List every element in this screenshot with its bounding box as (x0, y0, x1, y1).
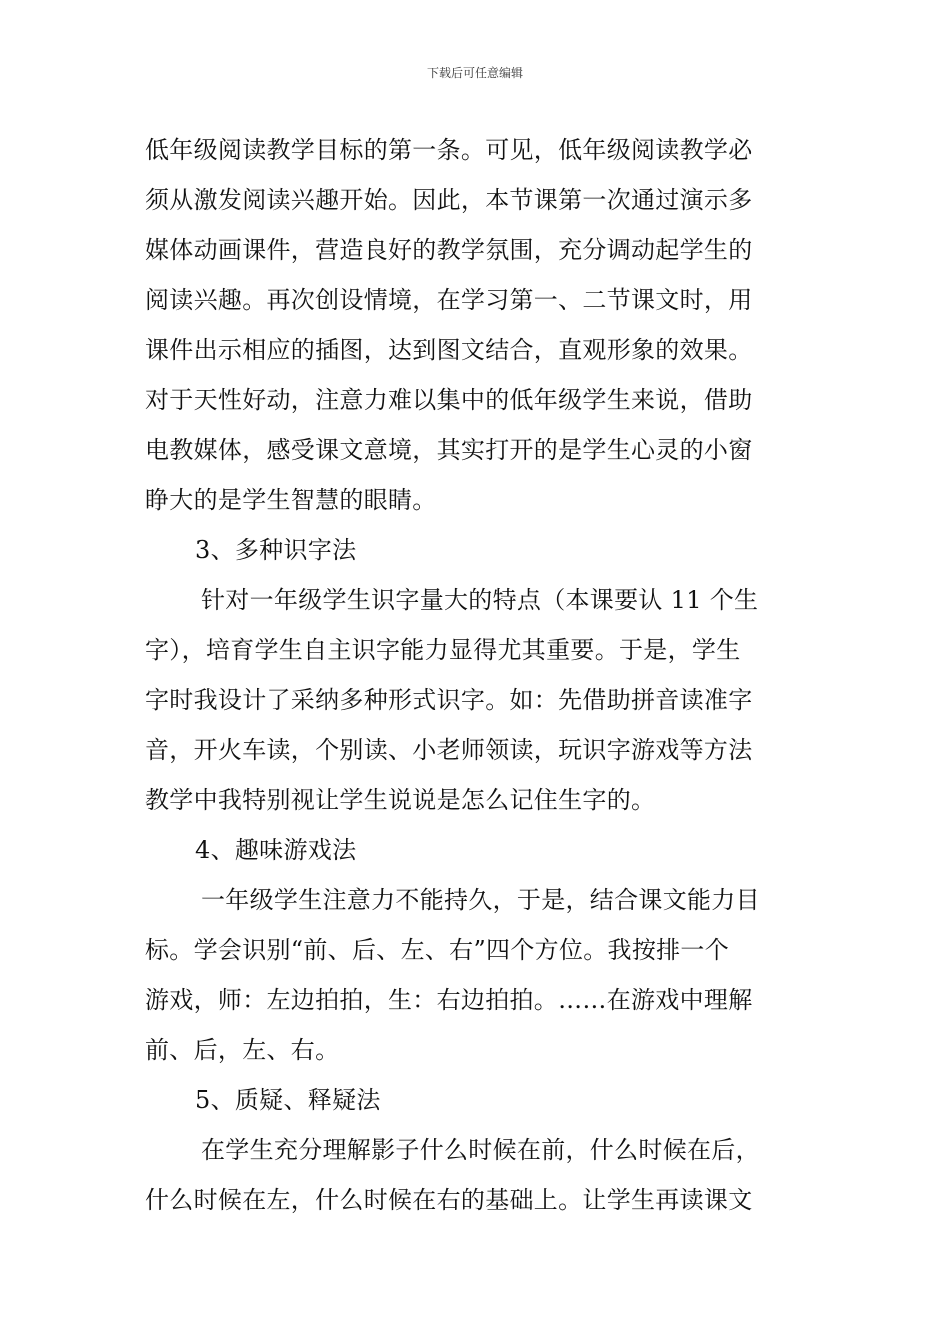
paragraph-first-line: 在学生充分理解影子什么时候在前，什么时候在后， (201, 1136, 760, 1164)
page-header: 下载后可任意编辑 (426, 66, 523, 80)
paragraph-first-line: 针对一年级学生识字量大的特点（本课要认 11 个生 (201, 586, 759, 614)
text-line: 须从激发阅读兴趣开始。因此，本节课第一次通过演示多 (145, 186, 753, 214)
text-line: 对于天性好动，注意力难以集中的低年级学生来说，借助 (145, 386, 753, 414)
text-line: 字时我设计了采纳多种形式识字。如：先借助拼音读准字 (145, 686, 753, 714)
text-line: 课件出示相应的插图，达到图文结合，直观形象的效果。 (145, 336, 753, 364)
text-line: 字），培育学生自主识字能力显得尤其重要。于是，学生 (145, 636, 741, 664)
text-line: 阅读兴趣。再次创设情境，在学习第一、二节课文时，用 (145, 286, 753, 314)
text-line: 教学中我特别视让学生说说是怎么记住生字的。 (145, 786, 656, 814)
text-line: 睁大的是学生智慧的眼睛。 (145, 486, 437, 514)
section-heading: 3、多种识字法 (195, 536, 357, 564)
document-body (145, 125, 815, 1225)
text-line: 标。学会识别“前、后、左、右”四个方位。我按排一个 (145, 936, 730, 964)
section-heading: 5、质疑、释疑法 (195, 1086, 381, 1114)
text-line: 低年级阅读教学目标的第一条。可见，低年级阅读教学必 (145, 136, 753, 164)
text-line: 前、后，左、右。 (145, 1036, 340, 1064)
text-line: 什么时候在左，什么时候在右的基础上。让学生再读课文 (145, 1186, 753, 1214)
text-line: 电教媒体，感受课文意境，其实打开的是学生心灵的小窗 (145, 436, 753, 464)
text-line: 媒体动画课件，营造良好的教学氛围，充分调动起学生的 (145, 236, 753, 264)
section-heading: 4、趣味游戏法 (195, 836, 357, 864)
paragraph-first-line: 一年级学生注意力不能持久，于是，结合课文能力目 (201, 886, 760, 914)
text-line: 游戏，师：左边拍拍，生：右边拍拍。……在游戏中理解 (145, 986, 753, 1014)
text-line: 音，开火车读，个别读、小老师领读，玩识字游戏等方法 (145, 736, 753, 764)
